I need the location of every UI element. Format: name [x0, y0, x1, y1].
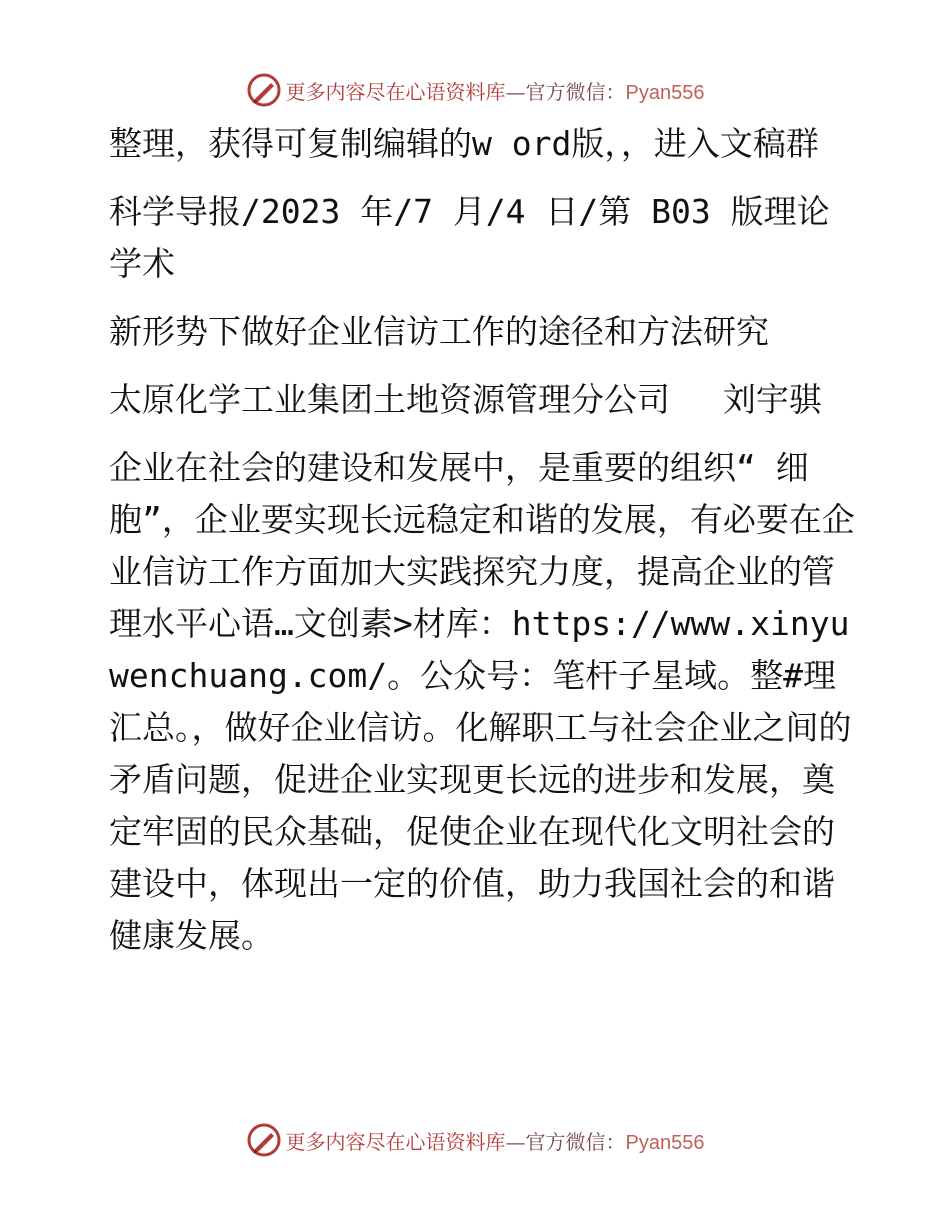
- pen-logo-icon: [246, 1122, 282, 1158]
- watermark-banner-top: [0, 70, 950, 110]
- paragraph-source-citation: 科学导报/2023 年/7 月/4 日/第 B03 版理论学术: [109, 192, 830, 283]
- paragraph-intro-note: 整理，获得可复制编辑的w ord版，，进入文稿群: [109, 124, 819, 163]
- document-body: [97, 118, 857, 962]
- watermark-banner-bottom: [0, 1120, 950, 1160]
- article-title: 新形势下做好企业信访工作的途径和方法研究: [109, 312, 769, 351]
- pen-logo-icon: [246, 72, 282, 108]
- paragraph-body: 企业在社会的建设和发展中，是重要的组织“ 细胞”，企业要实现长远稳定和谐的发展，有必要在企业信访工作方面加大实践探究力度，提高企业的管理水平心语…文创素>材库：https://www.xinyuwenchuang.com/。公众号：笔杆子星域。整#理汇总。，做好企业信访。化解职工与社会企业之间的矛盾问题，促进企业实现更长远的进步和发展，奠定牢固的民众基础，促使企业在现代化文明社会的建设中，体现出一定的价值，助力我国社会的和谐健康发展。: [109, 448, 855, 955]
- watermark-text: 更多内容尽在心语资料库—官方微信：Pyan556: [285, 1129, 705, 1154]
- watermark-text: 更多内容尽在心语资料库—官方微信：Pyan556: [285, 79, 705, 104]
- article-author: 太原化学工业集团土地资源管理分公司 刘宇骐: [109, 380, 822, 419]
